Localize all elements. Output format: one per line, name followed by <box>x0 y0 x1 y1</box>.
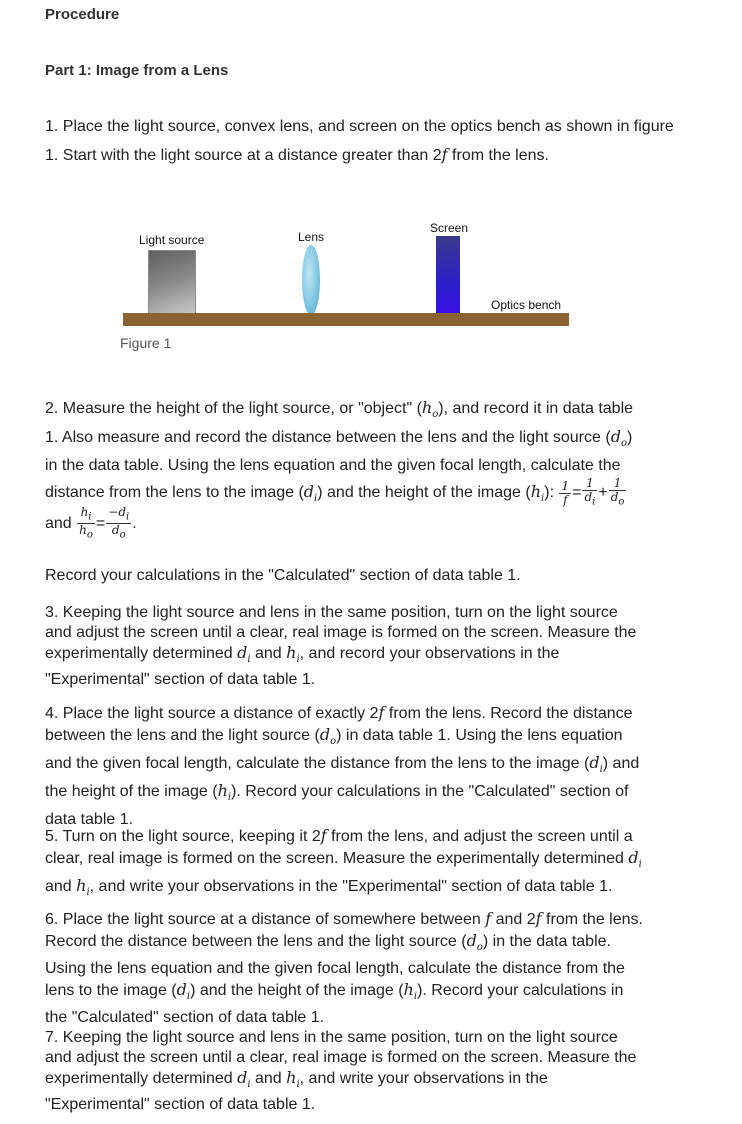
section-heading-part1: Part 1: Image from a Lens <box>45 62 229 79</box>
step-1-text: 1. Place the light source, convex lens, and screen on the optics bench as shown in figure 1. Start with the light source at a distance greater than 2 <box>45 118 674 164</box>
optics-bench <box>123 313 569 326</box>
light-source-object <box>148 250 196 315</box>
lens-eq-1-over-do: $\frac{1}{d_o}$ <box>610 476 625 508</box>
step-5: 5. Turn on the light source, keeping it 2f from the lens, and adjust the screen until a clear, real image is formed on the screen. Measure the experimentally determined $d_i$ and $h_i$, and write your observations in the "Experimental" section of data table 1. <box>45 826 642 899</box>
step-7: 7. Keeping the light source and lens in the same position, turn on the light source and adjust the screen until a clear, real image is formed on the screen. Measure the experimentally determined $d_i$ and $h_i$, and write your observations in the "Experimental" section of data table 1. <box>45 1029 637 1114</box>
step-2: 2. Measure the height of the light source, or "object" $(h_o)$, and record it in data table 1. Also measure and record the distance between the lens and the light source $(d_o)$ in the data table. Using the lens equation and the given focal length, calculate the distance from the lens to the image $(d_i)$ and the height of the image $(h_i)$: $\frac{1}{f}$ = $\frac{1}{d_i}$ + $\frac{1}{d_o}$ <box>45 398 634 508</box>
lens-eq-1-over-f: $\frac{1}{f}$ <box>561 478 570 507</box>
step-4: 4. Place the light source a distance of exactly 2f from the lens. Record the distance between the lens and the light source $(d_o)$ in data table 1. Using the lens equation and the given focal length, calculate the distance from the lens to the image $(d_i)$ and the height of the image $(h_i)$. Record your calculations in the "Calculated" section of data table 1. <box>45 703 640 828</box>
screen-label: Screen <box>430 221 469 235</box>
step-1 <box>45 113 685 170</box>
step-2-record: Record your calculations in the "Calculated" section of data table 1. <box>45 567 521 584</box>
lens-eq-1-over-di: $\frac{1}{d_i}$ <box>584 476 596 508</box>
light-source-label: Light source <box>139 233 205 247</box>
bench-label: Optics bench <box>491 298 562 312</box>
screen-object <box>436 236 460 315</box>
magnification-equation: and $\frac{h_i}{h_o}$ = $\frac{-d_i}{d_o}$ . <box>45 505 137 541</box>
figure-caption: Figure 1 <box>120 335 172 351</box>
step-6: 6. Place the light source at a distance of somewhere between f and 2f from the lens. Record the distance between the lens and the light source $(d_o)$ in the data table. Using the lens equation and the given focal length, calculate the distance from the lens to the image $(d_i)$ and the height of the image $(h_i)$. Record your calculations in the "Calculated" section of data table 1. <box>45 909 643 1027</box>
step-1-text-end: from the lens. <box>447 147 549 164</box>
lens-label: Lens <box>298 230 325 244</box>
var-f: f <box>441 145 448 164</box>
convex-lens-object <box>302 245 320 315</box>
section-heading-procedure: Procedure <box>45 6 120 23</box>
step-3: 3. Keeping the light source and lens in the same position, turn on the light source and adjust the screen until a clear, real image is formed on the screen. Measure the experimentally determined $d_i$ and $h_i$, and record your observations in the "Experimental" section of data table 1. <box>45 604 637 689</box>
